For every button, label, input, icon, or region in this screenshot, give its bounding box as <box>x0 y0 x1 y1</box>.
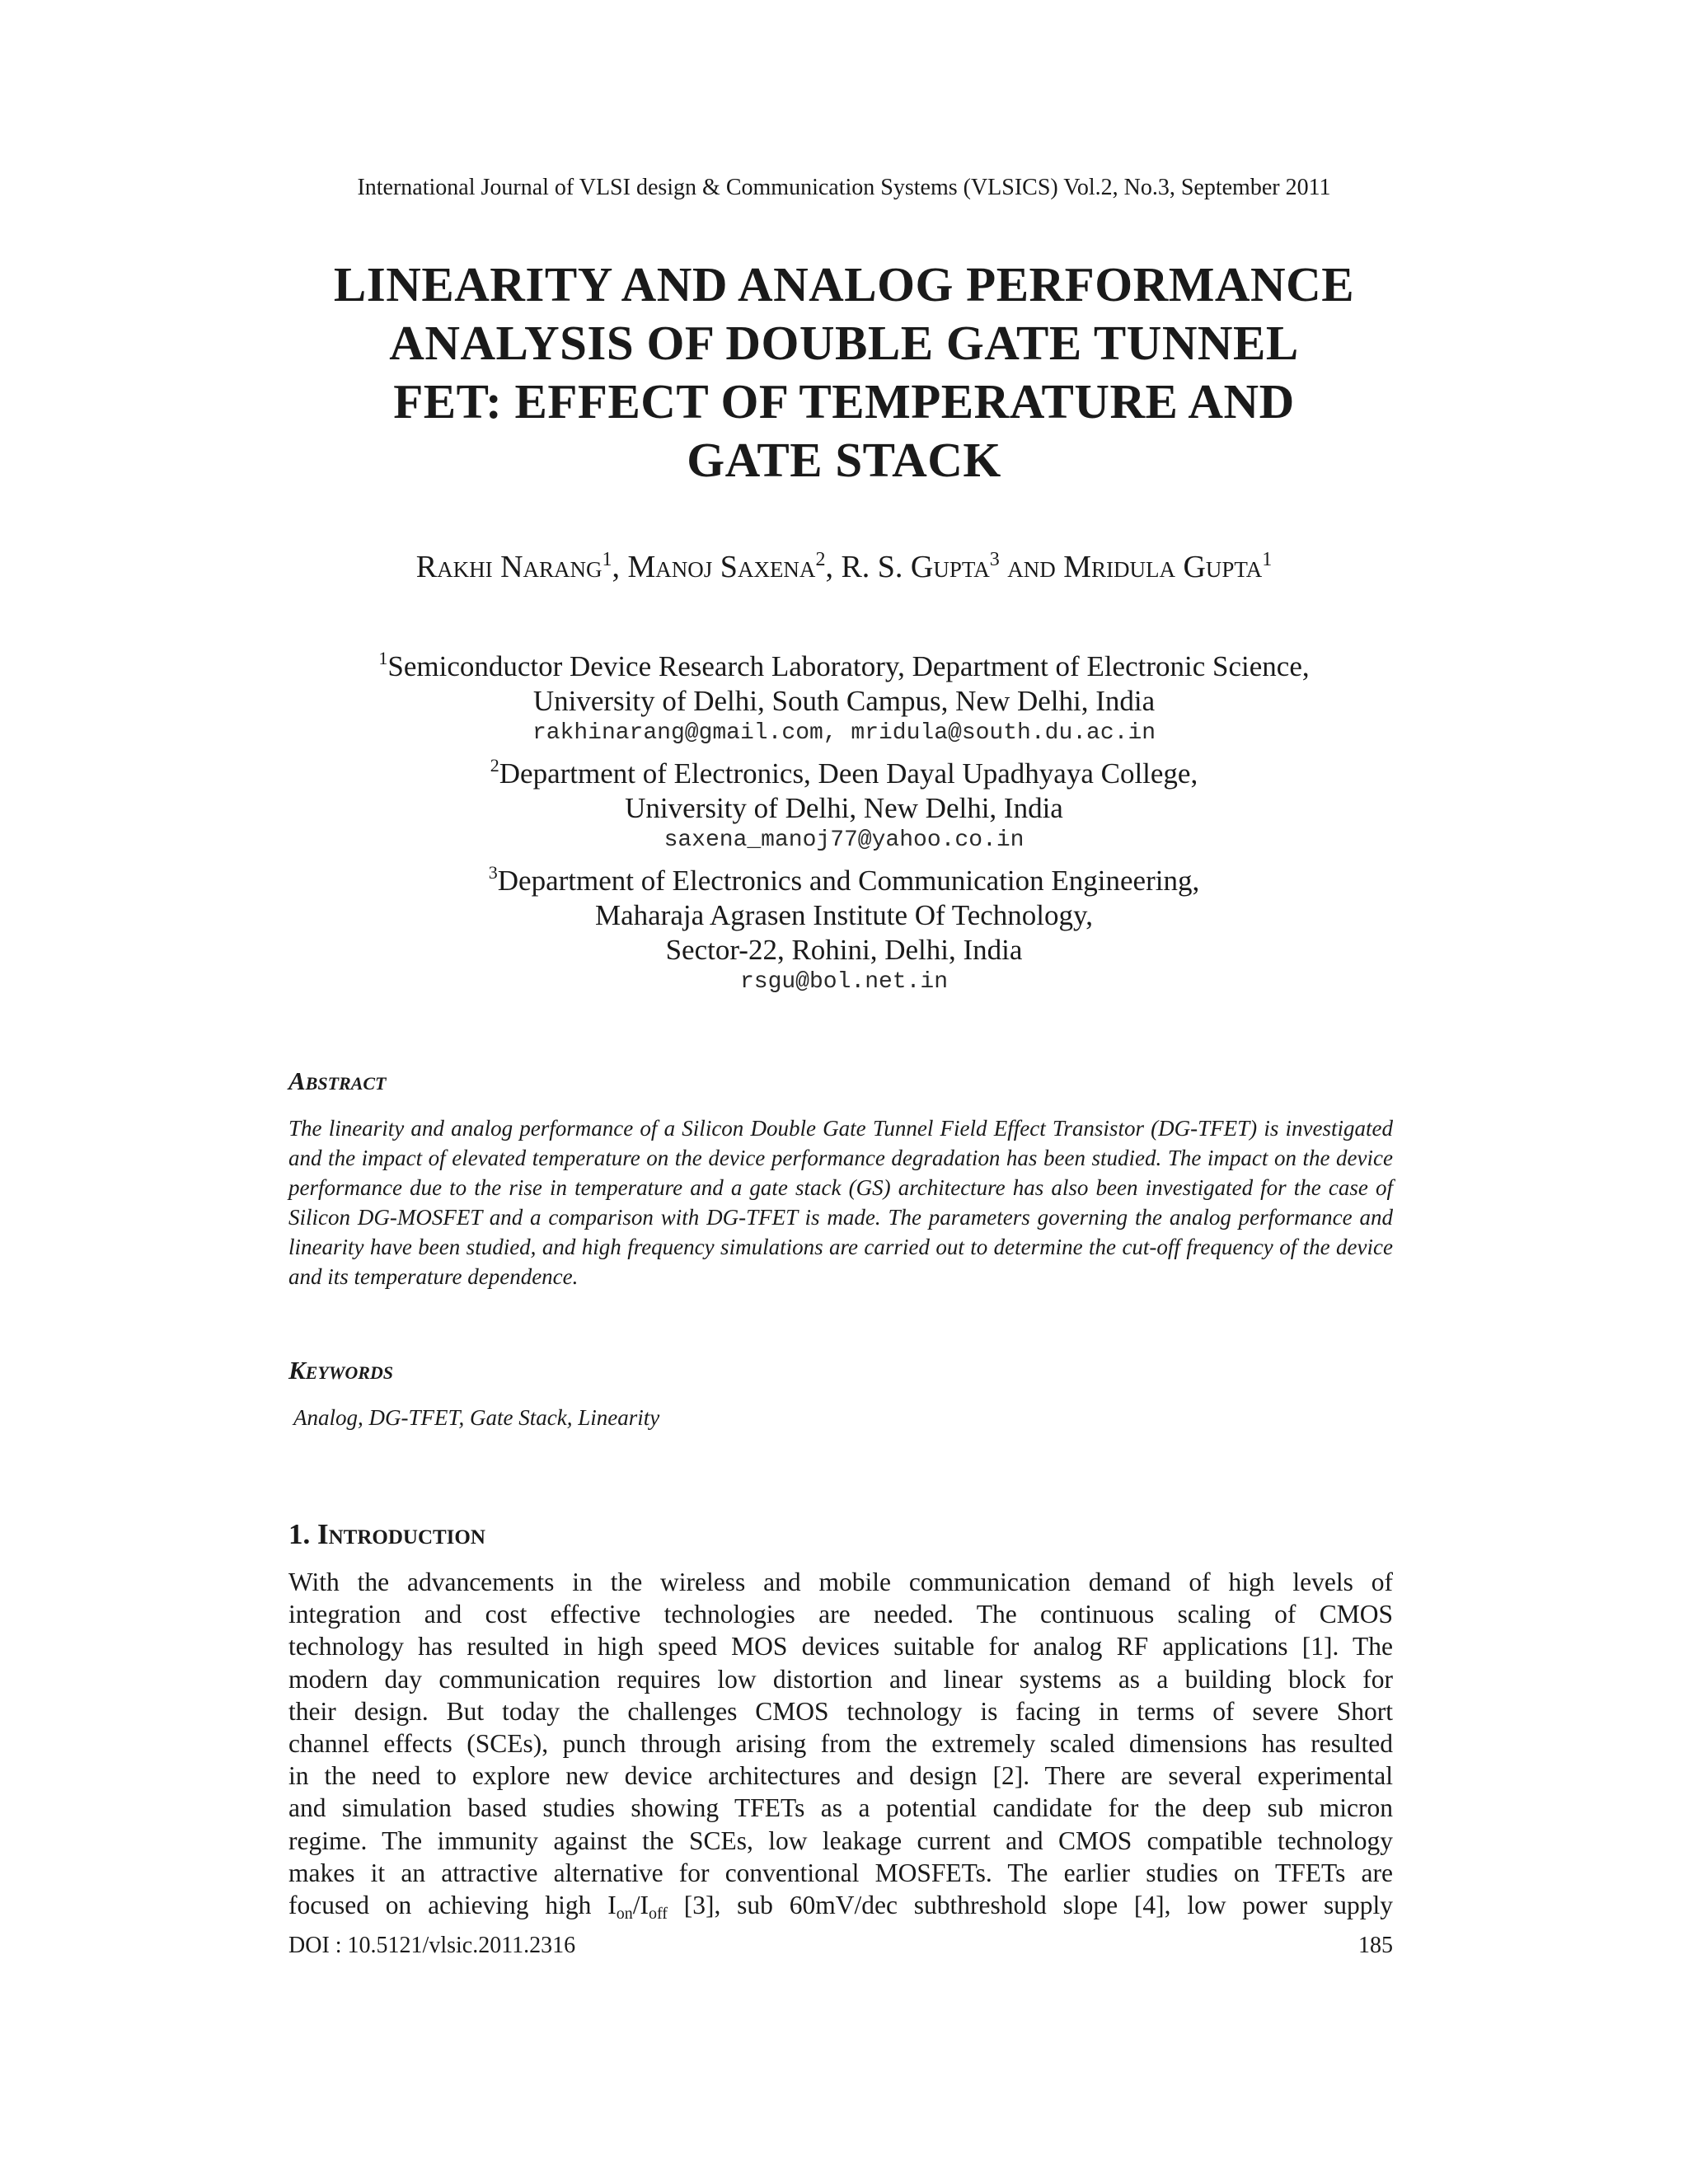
affiliation-mark: 1 <box>378 648 388 668</box>
line-text: [3], sub 60mV/dec subthreshold slope [4], low power supply <box>667 1890 1393 1919</box>
author-name: Rakhi Narang <box>415 550 603 584</box>
author-name: Manoj Saxena <box>627 550 816 584</box>
affiliation-line: Sector-22, Rohini, Delhi, India <box>665 934 1023 966</box>
text-line: modern day communication requires low distortion and linear systems as a building block for <box>288 1664 1393 1694</box>
introduction-heading <box>288 1516 485 1553</box>
line-text: focused on achieving high I <box>288 1890 617 1919</box>
text-line: in the need to explore new device architectures and design [2]. There are several experimental <box>288 1761 1393 1791</box>
affiliation-line <box>0 641 1688 684</box>
line-text: /I <box>632 1890 649 1919</box>
author-separator: , <box>825 550 842 584</box>
author-list <box>0 540 1688 587</box>
abstract-text: The linearity and analog performance of a Silicon Double Gate Tunnel Field Effect Transistor (DG-TFET) is investigated and the impact of elevated temperature on the device performance degradation has been studied. The impact on the device performance due to the rise in temperature and a gate stack (GS) architecture has also been investigated for the case of Silicon DG-MOSFET and a comparison with DG-TFET is made. The parameters governing the analog performance and linearity have been studied, and high frequency simulations are carried out to determine the cut-off frequency of the device and its temperature dependence. <box>288 1116 1393 1289</box>
section-title: Introduction <box>317 1518 485 1550</box>
journal-header: International Journal of VLSI design & Communication Systems (VLSICS) Vol.2, No.3, September 2011 <box>357 175 1331 200</box>
author-affiliation-mark: 2 <box>815 549 826 570</box>
page-number: 185 <box>1358 1933 1393 1958</box>
title-line: FET: EFFECT OF TEMPERATURE AND <box>393 374 1295 429</box>
text-line: regime. The immunity against the SCEs, low leakage current and CMOS compatible technology <box>288 1825 1393 1855</box>
author-conjunction: and <box>1007 550 1056 584</box>
affiliation-line: University of Delhi, South Campus, New Delhi, India <box>532 685 1156 717</box>
text-line: integration and cost effective technologies are needed. The continuous scaling of CMOS <box>288 1600 1393 1629</box>
doi-footer: DOI : 10.5121/vlsic.2011.2316 <box>288 1933 576 1958</box>
affiliation-text: Department of Electronics, Deen Dayal Upadhyaya College, <box>499 757 1198 790</box>
email-address[interactable]: rakhinarang@gmail.com, mridula@south.du.ac.in <box>532 720 1156 746</box>
author-affiliation-mark: 1 <box>1262 549 1273 570</box>
title-line: LINEARITY AND ANALOG PERFORMANCE <box>333 257 1355 312</box>
abstract-heading: Abstract <box>288 1066 387 1095</box>
text-line <box>288 1889 1393 1921</box>
text-line: channel effects (SCEs), punch through arising from the extremely scaled dimensions has resulted <box>288 1728 1393 1758</box>
author-name: Mridula Gupta <box>1063 550 1263 584</box>
text-line: and simulation based studies showing TFETs as a potential candidate for the deep sub micron <box>288 1793 1393 1823</box>
author-name: R. S. Gupta <box>841 550 990 584</box>
introduction-text <box>288 1566 1393 1921</box>
affiliation-line: Maharaja Agrasen Institute Of Technology, <box>594 899 1094 931</box>
text-line: technology has resulted in high speed MOS devices suitable for analog RF applications [1]. The <box>288 1632 1393 1661</box>
text-line: With the advancements in the wireless and mobile communication demand of high levels of <box>288 1568 1393 1596</box>
email-address[interactable]: rsgu@bol.net.in <box>739 969 949 995</box>
email-address[interactable]: saxena_manoj77@yahoo.co.in <box>663 827 1025 853</box>
subscript: on <box>616 1904 633 1923</box>
affiliation-text: Semiconductor Device Research Laboratory, Department of Electronic Science, <box>387 650 1310 682</box>
title-line: GATE STACK <box>687 433 1001 487</box>
affiliation-text: Department of Electronics and Communication Engineering, <box>497 865 1200 897</box>
author-affiliation-mark: 3 <box>989 549 1000 570</box>
affiliation-mark: 2 <box>490 755 499 776</box>
affiliation-line <box>0 748 1688 791</box>
text-line: their design. But today the challenges CMOS technology is facing in terms of severe Short <box>288 1696 1393 1726</box>
title-line: ANALYSIS OF DOUBLE GATE TUNNEL <box>389 316 1299 370</box>
keywords-heading: Keywords <box>288 1356 394 1385</box>
affiliation-line: University of Delhi, New Delhi, India <box>625 792 1063 824</box>
author-separator: , <box>612 550 628 584</box>
keywords-text: Analog, DG-TFET, Gate Stack, Linearity <box>293 1405 660 1430</box>
paper-title <box>267 255 1421 490</box>
affiliations <box>0 641 1688 997</box>
text-line: makes it an attractive alternative for conventional MOSFETs. The earlier studies on TFETs are <box>288 1858 1393 1887</box>
subscript: off <box>648 1904 668 1923</box>
affiliation-line <box>0 855 1688 898</box>
affiliation-mark: 3 <box>488 862 498 883</box>
section-number: 1. <box>288 1518 311 1550</box>
author-affiliation-mark: 1 <box>602 549 612 570</box>
